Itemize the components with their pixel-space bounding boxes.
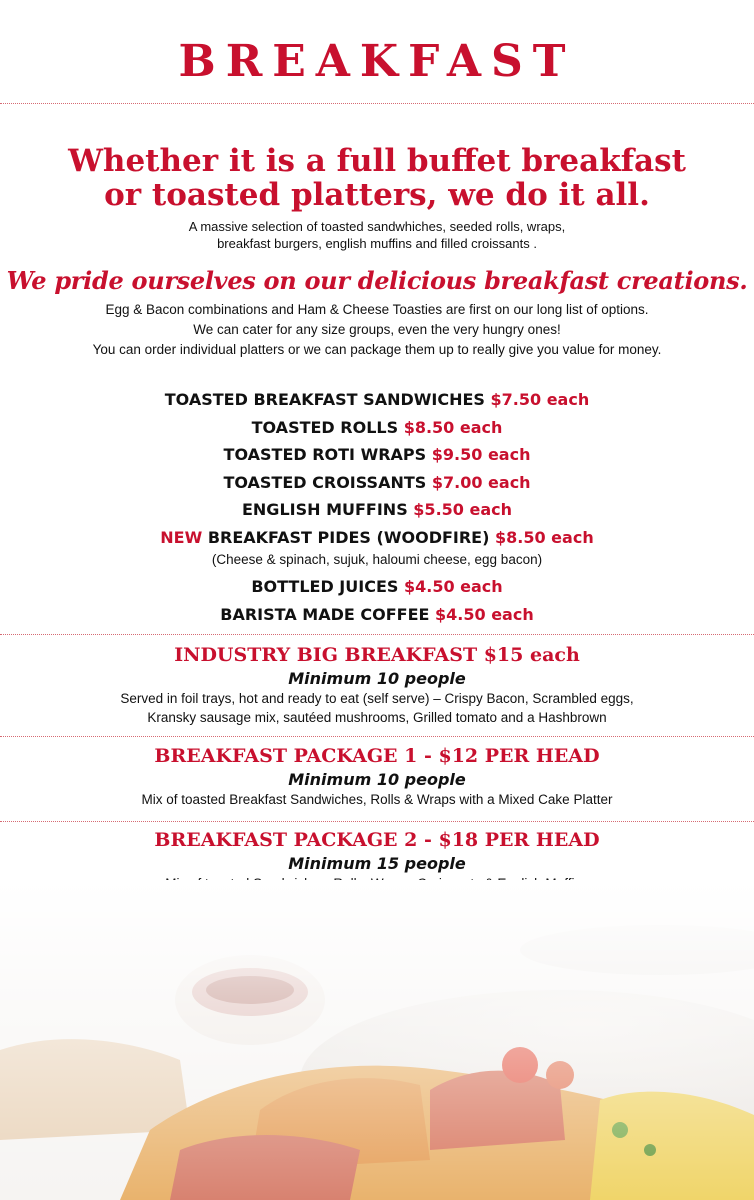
- menu-item-name: BREAKFAST PIDES (WOODFIRE): [207, 527, 490, 547]
- divider: [0, 634, 754, 635]
- package-minimum: Minimum 10 people: [288, 770, 466, 789]
- divider: [0, 103, 754, 104]
- package-description-line: Served in foil trays, hot and ready to eat (self serve) – Crispy Bacon, Scrambled eggs,: [120, 691, 634, 706]
- intro-headline: [0, 144, 754, 212]
- menu-item-name: TOASTED ROLLS: [251, 417, 399, 437]
- menu-item-name: TOASTED BREAKFAST SANDWICHES: [164, 390, 485, 409]
- menu-item-name: ENGLISH MUFFINS: [241, 500, 408, 519]
- new-badge: NEW: [160, 527, 203, 547]
- menu-item-price: $8.50 each: [495, 527, 594, 547]
- divider: [0, 821, 754, 822]
- menu-item-name: BOTTLED JUICES: [251, 577, 399, 596]
- menu-item-price: $8.50 each: [403, 417, 503, 437]
- pride-line: We can cater for any size groups, even the very hungry ones!: [193, 322, 561, 337]
- menu-item: [0, 601, 754, 629]
- menu-item: [0, 469, 754, 497]
- package-description-line: Mix of toasted Breakfast Sandwiches, Rolls & Wraps with a Mixed Cake Platter: [141, 792, 613, 807]
- package-minimum: Minimum 15 people: [288, 854, 466, 873]
- package-title: INDUSTRY BIG BREAKFAST $15 each: [174, 644, 580, 666]
- pride-heading: We pride ourselves on our delicious breakfast creations.: [6, 266, 748, 295]
- menu-item: [0, 441, 754, 469]
- menu-item-name: TOASTED ROTI WRAPS: [223, 445, 427, 464]
- page-title: BREAKFAST: [178, 36, 576, 87]
- menu-item-note: (Cheese & spinach, sujuk, haloumi cheese, egg bacon): [211, 552, 543, 567]
- menu-item: [0, 414, 754, 442]
- menu-item-price: $4.50 each: [403, 577, 503, 596]
- headline-line: Whether it is a full buffet breakfast: [68, 143, 686, 179]
- package-industry-big-breakfast: [0, 643, 754, 727]
- pride-line: You can order individual platters or we can package them up to really give you value for money.: [92, 342, 662, 357]
- intro-description: [0, 218, 754, 252]
- intro-line: A massive selection of toasted sandwhiches, seeded rolls, wraps,: [188, 219, 566, 234]
- menu-item-price: $9.50 each: [431, 445, 531, 464]
- package-1: [0, 744, 754, 809]
- menu-item-price: $4.50 each: [435, 604, 534, 624]
- menu-item: [0, 386, 754, 414]
- menu-item-price: $7.50 each: [490, 390, 590, 409]
- breakfast-food-photo: [0, 880, 754, 1200]
- package-minimum: Minimum 10 people: [288, 669, 466, 688]
- pride-line: Egg & Bacon combinations and Ham & Cheese Toasties are first on our long list of options.: [105, 302, 649, 317]
- intro-line: breakfast burgers, english muffins and filled croissants .: [217, 236, 537, 251]
- menu-item-price: $7.00 each: [431, 472, 531, 492]
- package-title: BREAKFAST PACKAGE 1 - $12 PER HEAD: [154, 745, 600, 767]
- menu-item-name: BARISTA MADE COFFEE: [220, 604, 430, 624]
- divider: [0, 736, 754, 737]
- headline-line: or toasted platters, we do it all.: [104, 177, 650, 213]
- menu-item: [0, 573, 754, 601]
- menu-item-price: $5.50 each: [413, 500, 512, 519]
- food-photo-illustration: [0, 880, 754, 1200]
- package-description-line: Kransky sausage mix, sautéed mushrooms, Grilled tomato and a Hashbrown: [147, 710, 607, 725]
- menu-item: [0, 496, 754, 524]
- menu-list: [0, 386, 754, 628]
- menu-item-name: TOASTED CROISSANTS: [223, 472, 427, 492]
- package-title: BREAKFAST PACKAGE 2 - $18 PER HEAD: [154, 829, 600, 851]
- menu-item: [0, 524, 754, 552]
- pride-body: [0, 300, 754, 360]
